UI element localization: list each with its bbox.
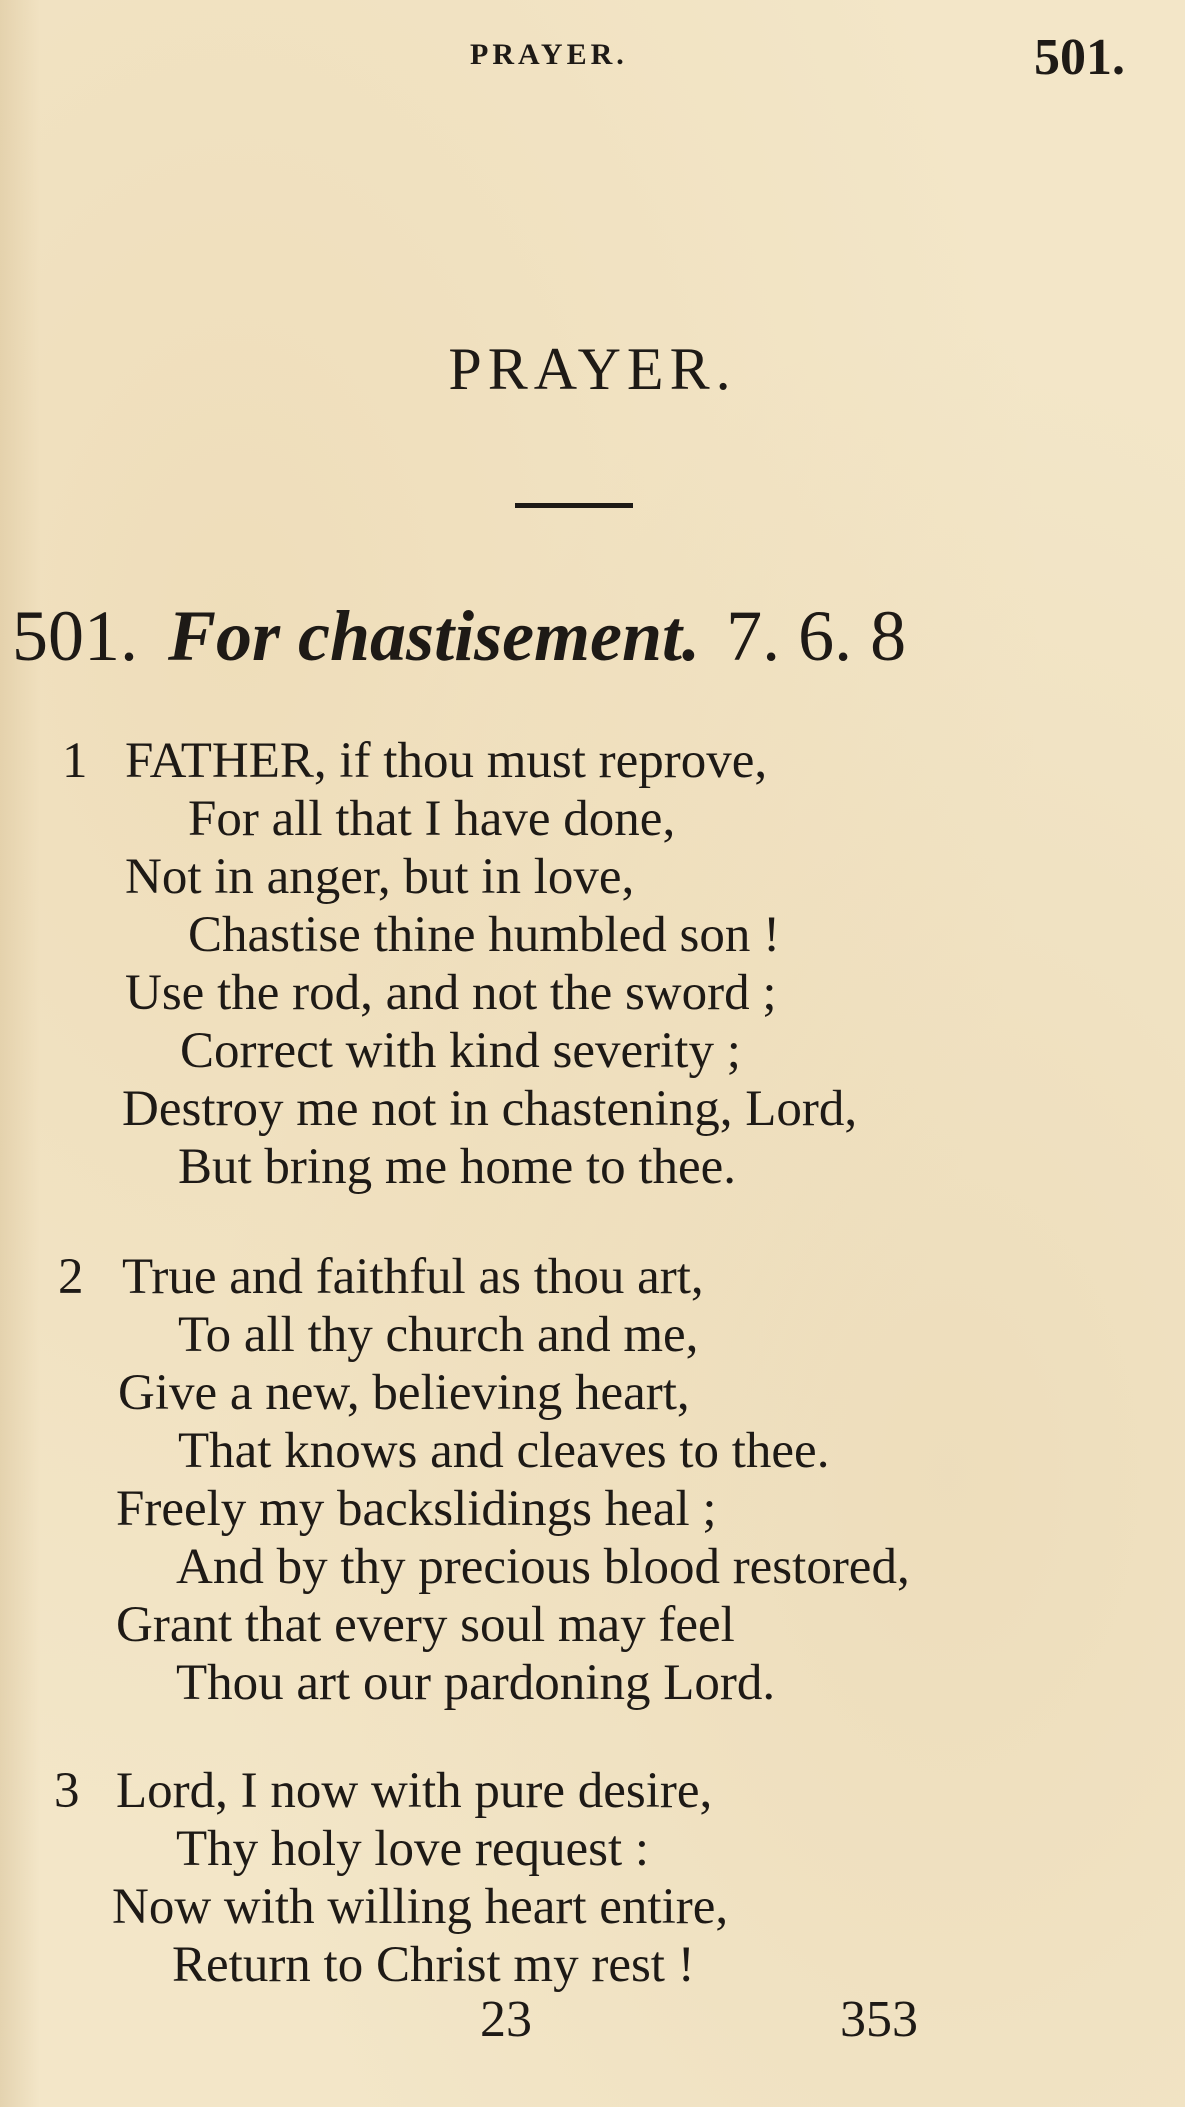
stanza-line: Correct with kind severity ; (180, 1023, 741, 1079)
stanza-line: And by thy precious blood restored, (176, 1539, 910, 1595)
stanza-line: Now with willing heart entire, (112, 1879, 729, 1935)
stanza-line: To all thy church and me, (178, 1307, 699, 1363)
stanza-line: Thou art our pardoning Lord. (176, 1655, 776, 1711)
stanza-line: Give a new, believing heart, (118, 1365, 690, 1421)
hymn-meter: 7. 6. 8 (726, 596, 907, 676)
stanza-line: Grant that every soul may feel (116, 1597, 735, 1653)
hymn-range-number: 501. (1034, 29, 1125, 86)
stanza-number: 2 (58, 1249, 84, 1305)
stanza-line: That knows and cleaves to thee. (178, 1423, 830, 1479)
stanza-line: Use the rod, and not the sword ; (125, 965, 777, 1021)
stanza-line: Chastise thine humbled son ! (188, 907, 781, 963)
hymn-number: 501. (12, 596, 138, 676)
stanza-number: 3 (54, 1763, 80, 1819)
stanza-line: Freely my backslidings heal ; (116, 1481, 717, 1537)
hymn-title: For chastisement. (168, 596, 701, 676)
signature-mark: 23 (480, 1991, 532, 2048)
stanza-line: But bring me home to thee. (178, 1139, 737, 1195)
stanza-line: Destroy me not in chastening, Lord, (122, 1081, 858, 1137)
stanza-line: For all that I have done, (188, 791, 676, 847)
section-title: PRAYER. (448, 336, 737, 402)
stanza-line: FATHER, if thou must reprove, (125, 733, 768, 789)
section-rule (515, 503, 633, 508)
footer-page-number: 353 (840, 1991, 918, 2048)
stanza-number: 1 (62, 733, 88, 789)
stanza-line: True and faithful as thou art, (122, 1249, 704, 1305)
hymn-heading (12, 595, 906, 678)
stanza-line: Not in anger, but in love, (125, 849, 635, 905)
stanza-line: Return to Christ my rest ! (172, 1937, 695, 1993)
running-head: PRAYER. (470, 38, 628, 71)
stanza-line: Thy holy love request : (176, 1821, 650, 1877)
stanza-line: Lord, I now with pure desire, (116, 1763, 713, 1819)
